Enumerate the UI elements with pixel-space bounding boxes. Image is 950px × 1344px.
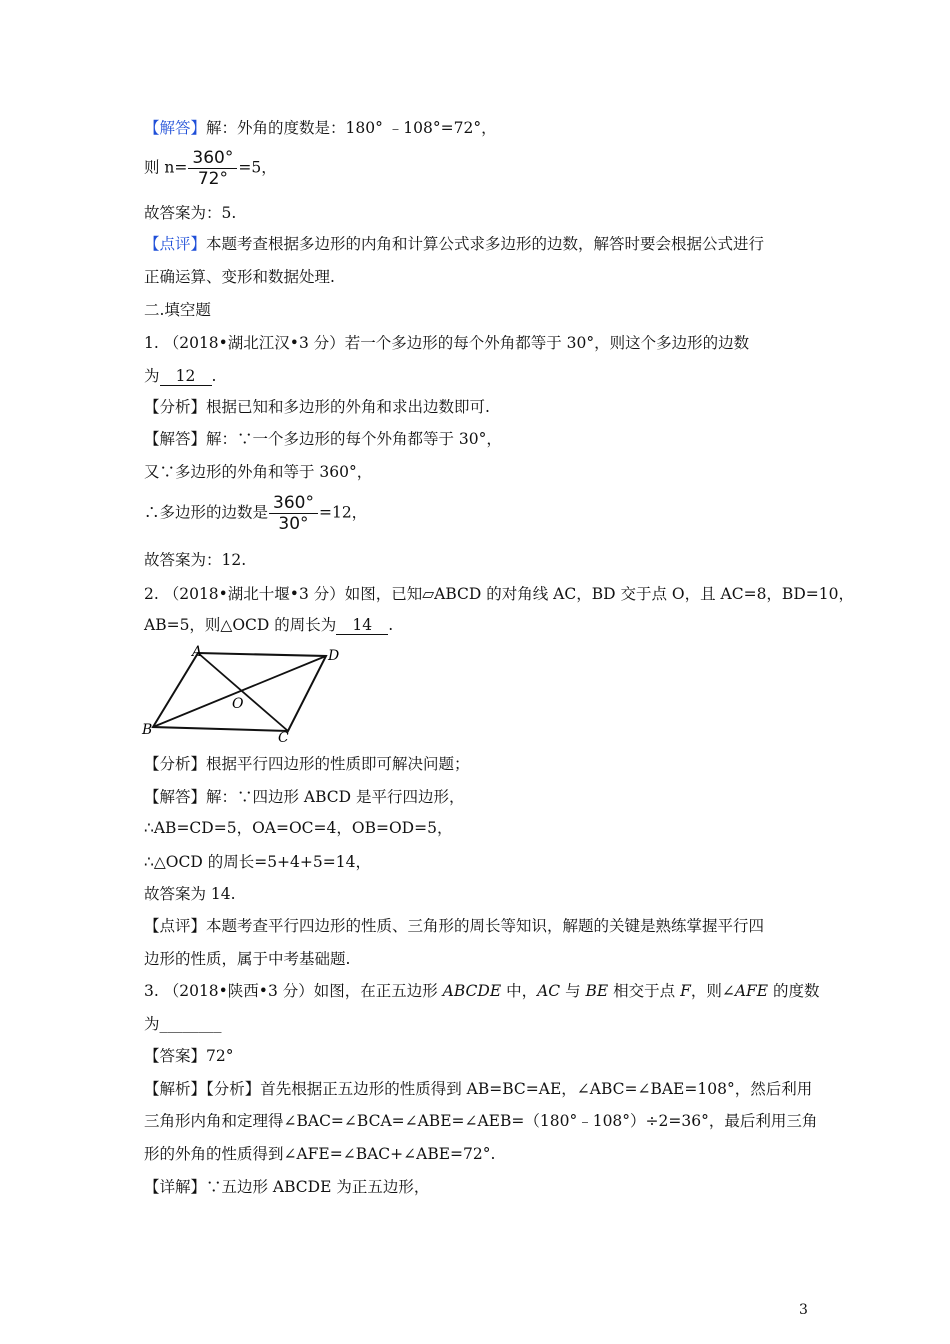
q2-prefix: AB=5，则△OCD 的周长为 (144, 616, 337, 634)
q3-text: 与 (560, 982, 586, 1000)
q1-answer-blank: 12 (160, 367, 212, 386)
q1-answer-line (144, 366, 216, 386)
q3-italic: F (680, 982, 691, 1000)
q3-italic: AFE (734, 982, 769, 1000)
q1-fraction-denominator: 30° (278, 514, 309, 534)
q1-final-answer: 故答案为：12. (144, 551, 247, 569)
vertex-label-d: D (328, 648, 340, 664)
q1-solution-3-suffix: =12， (318, 503, 368, 522)
q1-solution-2: 又∵多边形的外角和等于 360°， (144, 463, 373, 481)
comment-tag: 【点评】 (144, 235, 207, 253)
vertex-label-c: C (278, 730, 289, 746)
q1-solution-1: 【解答】解：∵一个多边形的每个外角都等于 30°， (144, 430, 502, 448)
q2-comment: 【点评】本题考查平行四边形的性质、三角形的周长等知识，解题的关键是熟练掌握平行四 (144, 917, 765, 935)
center-label-o: O (232, 696, 244, 712)
q3-statement (144, 981, 820, 1001)
q3-text: 的度数 (768, 982, 820, 1000)
q1-solution-3 (144, 493, 367, 534)
page-number: 3 (799, 1302, 808, 1318)
fraction (188, 148, 237, 189)
q3-text: 3. （2018•陕西•3 分）如图，在正五边形 (144, 982, 443, 1000)
answer-line: 故答案为：5. (144, 204, 237, 222)
q1-fraction-numerator: 360° (269, 493, 318, 514)
q2-final-answer: 故答案为 14. (144, 885, 236, 903)
q2-answer-line (144, 615, 393, 635)
q3-italic: BE (585, 982, 609, 1000)
q3-italic: AC (537, 982, 561, 1000)
q2-analysis: 【分析】根据平行四边形的性质即可解决问题； (144, 755, 470, 773)
comment-text: 本题考查根据多边形的内角和计算公式求多边形的边数，解答时要会根据公式进行 (206, 235, 765, 253)
q2-answer-blank: 14 (336, 616, 388, 635)
q3-text: ，则∠ (690, 982, 735, 1000)
section-title: 二.填空题 (144, 301, 211, 319)
solution-text: 解：外角的度数是：180° ﹣108°=72°， (206, 119, 497, 137)
q3-answer: 【答案】72° (144, 1047, 234, 1065)
solution-tag: 【解答】 (144, 119, 207, 137)
q3-text: 中， (501, 982, 538, 1000)
q3-explanation-2: 三角形内角和定理得∠BAC=∠BCA=∠ABE=∠AEB=（180°﹣108°）÷2=36°，最后利用三角 (144, 1112, 818, 1130)
q1-solution-3-prefix: ∴多边形的边数是 (144, 503, 269, 522)
q2-solution-3: ∴△OCD 的周长=5+4+5=14， (144, 853, 371, 871)
q1-statement: 1. （2018•湖北江汉•3 分）若一个多边形的每个外角都等于 30°，则这个多边形的边数 (144, 334, 750, 352)
formula-prefix: 则 n= (144, 158, 188, 177)
q3-explanation-3: 形的外角的性质得到∠AFE=∠BAC+∠ABE=72°. (144, 1145, 496, 1163)
parallelogram-figure (140, 640, 350, 746)
q2-suffix: . (388, 616, 394, 634)
q3-detail: 【详解】∵五边形 ABCDE 为正五边形， (144, 1178, 430, 1196)
q1-fraction (269, 493, 318, 534)
q3-explanation-1: 【解析】【分析】首先根据正五边形的性质得到 AB=BC=AE，∠ABC=∠BAE=108°，然后利用 (144, 1080, 813, 1098)
vertex-label-a: A (192, 644, 203, 660)
q3-answer-line (144, 1014, 222, 1034)
q2-comment-2: 边形的性质，属于中考基础题. (144, 950, 351, 968)
formula-suffix: =5， (238, 158, 277, 177)
q1-analysis: 【分析】根据已知和多边形的外角和求出边数即可. (144, 398, 490, 416)
q1-suffix: . (211, 367, 217, 385)
fraction-denominator: 72° (197, 169, 228, 189)
q3-text: 相交于点 (608, 982, 681, 1000)
diagonal-bd (153, 656, 326, 727)
formula-line (144, 148, 277, 189)
q3-italic: ABCDE (442, 982, 502, 1000)
diagonal-ac (198, 653, 288, 731)
q1-prefix: 为 (144, 367, 160, 385)
q3-prefix: 为 (144, 1015, 160, 1033)
comment-line (144, 234, 764, 254)
q2-solution-1: 【解答】解：∵四边形 ABCD 是平行四边形， (144, 788, 465, 806)
vertex-label-b: B (142, 722, 153, 738)
q3-answer-blank: ________ (159, 1015, 222, 1033)
fraction-numerator: 360° (188, 148, 237, 169)
solution-line (144, 118, 497, 138)
comment-line-2: 正确运算、变形和数据处理. (144, 268, 335, 286)
q2-solution-2: ∴AB=CD=5，OA=OC=4，OB=OD=5， (144, 819, 453, 837)
q2-statement: 2. （2018•湖北十堰•3 分）如图，已知▱ABCD 的对角线 AC，BD 交于点 O，且 AC=8，BD=10， (144, 585, 854, 603)
